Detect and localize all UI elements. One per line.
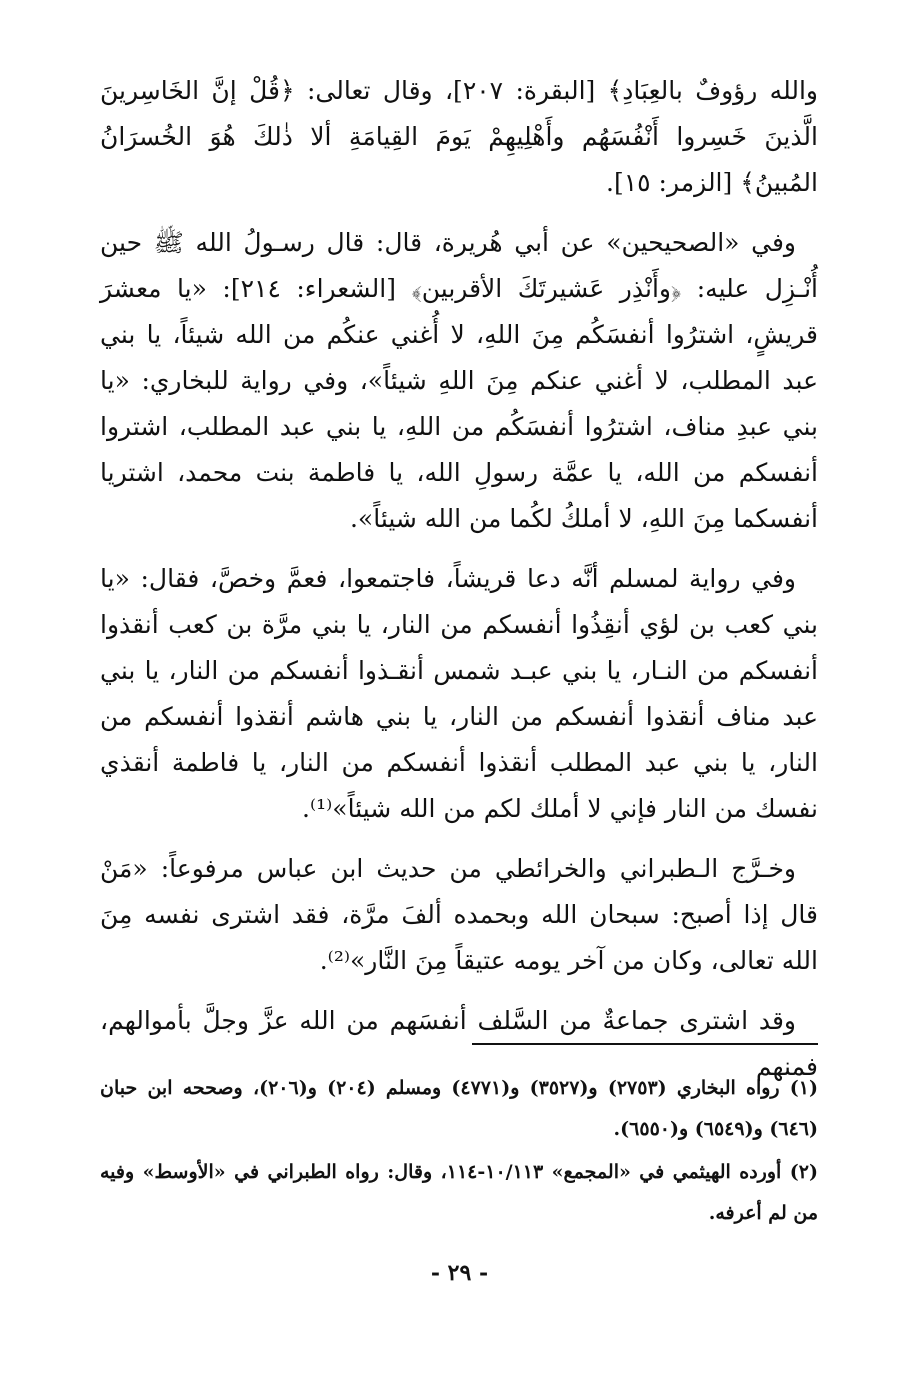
footnotes xyxy=(100,1068,818,1236)
page-number: - ٢٩ - xyxy=(430,1260,489,1286)
footnote-1: (١) رواه البخاري (٢٧٥٣) و(٣٥٢٧) و(٤٧٧١) ومسلم (٢٠٤) و(٢٠٦)، وصححه ابن حبان (٦٤٦) و(٦٥٤٩) و(٦٥٥٠). xyxy=(100,1077,819,1140)
paragraph-4: وخـرَّج الـطبراني والخرائطي من حديث ابن عباس مرفوعاً: «مَنْ قال إذا أصبح: سبحان الله وبحمده ألفَ مرَّة، فقد اشترى نفسه مِنَ الله تعالى، وكان من آخر يومه عتيقاً مِنَ النَّار»⁽²⁾. xyxy=(100,854,818,975)
footnote-2: (٢) أورده الهيثمي في «المجمع» ١٠/١١٣-١١٤، وقال: رواه الطبراني في «الأوسط» وفيه من لم أعرفه. xyxy=(100,1161,818,1224)
paragraph-2: وفي «الصحيحين» عن أبي هُريرة، قال: قال رسـولُ الله ﷺ حين أُنْـزِل عليه: ﴿وأَنْذِر عَشيرتَكَ الأقربين﴾ [الشعراء: ٢١٤]: «يا معشرَ قريشٍ، اشترُوا أنفسَكُم مِنَ اللهِ، لا أُغني عنكُم من الله شيئاً، يا بني عبد المطلب، لا أغني عنكم مِنَ اللهِ شيئاً»، وفي رواية للبخاري: «يا بني عبدِ مناف، اشترُوا أنفسَكُم من اللهِ، يا بني عبد المطلب، اشتروا أنفسكم من الله، يا عمَّة رسولِ الله، يا فاطمة بنت محمد، اشتريا أنفسكما مِنَ اللهِ، لا أملكُ لكُما من الله شيئاً». xyxy=(100,228,818,533)
main-text xyxy=(100,68,818,1104)
paragraph-3: وفي رواية لمسلم أنَّه دعا قريشاً، فاجتمعوا، فعمَّ وخصَّ، فقال: «يا بني كعب بن لؤي أنقِذُوا أنفسكم من النار، يا بني مرَّة بن كعب أنقذوا أنفسكم من النـار، يا بني عبـد شمس أنقـذوا أنفسكم من النار، يا بني عبد مناف أنقذوا أنفسكم من النار، يا بني هاشم أنقذوا أنفسكم من النار، يا بني عبد المطلب أنقذوا أنفسكم من النار، يا فاطمة أنقذي نفسك من النار فإني لا أملك لكم من الله شيئاً»⁽¹⁾. xyxy=(100,564,818,823)
paragraph-1: والله رؤوفٌ بالعِبَادِ﴾ [البقرة: ٢٠٧]، وقال تعالى: ﴿قُلْ إنَّ الخَاسِرينَ الَّذينَ خَسِروا أَنْفُسَهُم وأَهْلِيهِمْ يَومَ القِيامَةِ ألا ذٰلكَ هُوَ الخُسرَانُ المُبينُ﴾ [الزمر: ١٥]. xyxy=(100,76,818,197)
footnote-divider xyxy=(472,1043,818,1045)
paragraph-5: وقد اشترى جماعةٌ من السَّلف أنفسَهم من الله عزَّ وجلَّ بأموالهم، فمنهم xyxy=(100,1006,818,1081)
